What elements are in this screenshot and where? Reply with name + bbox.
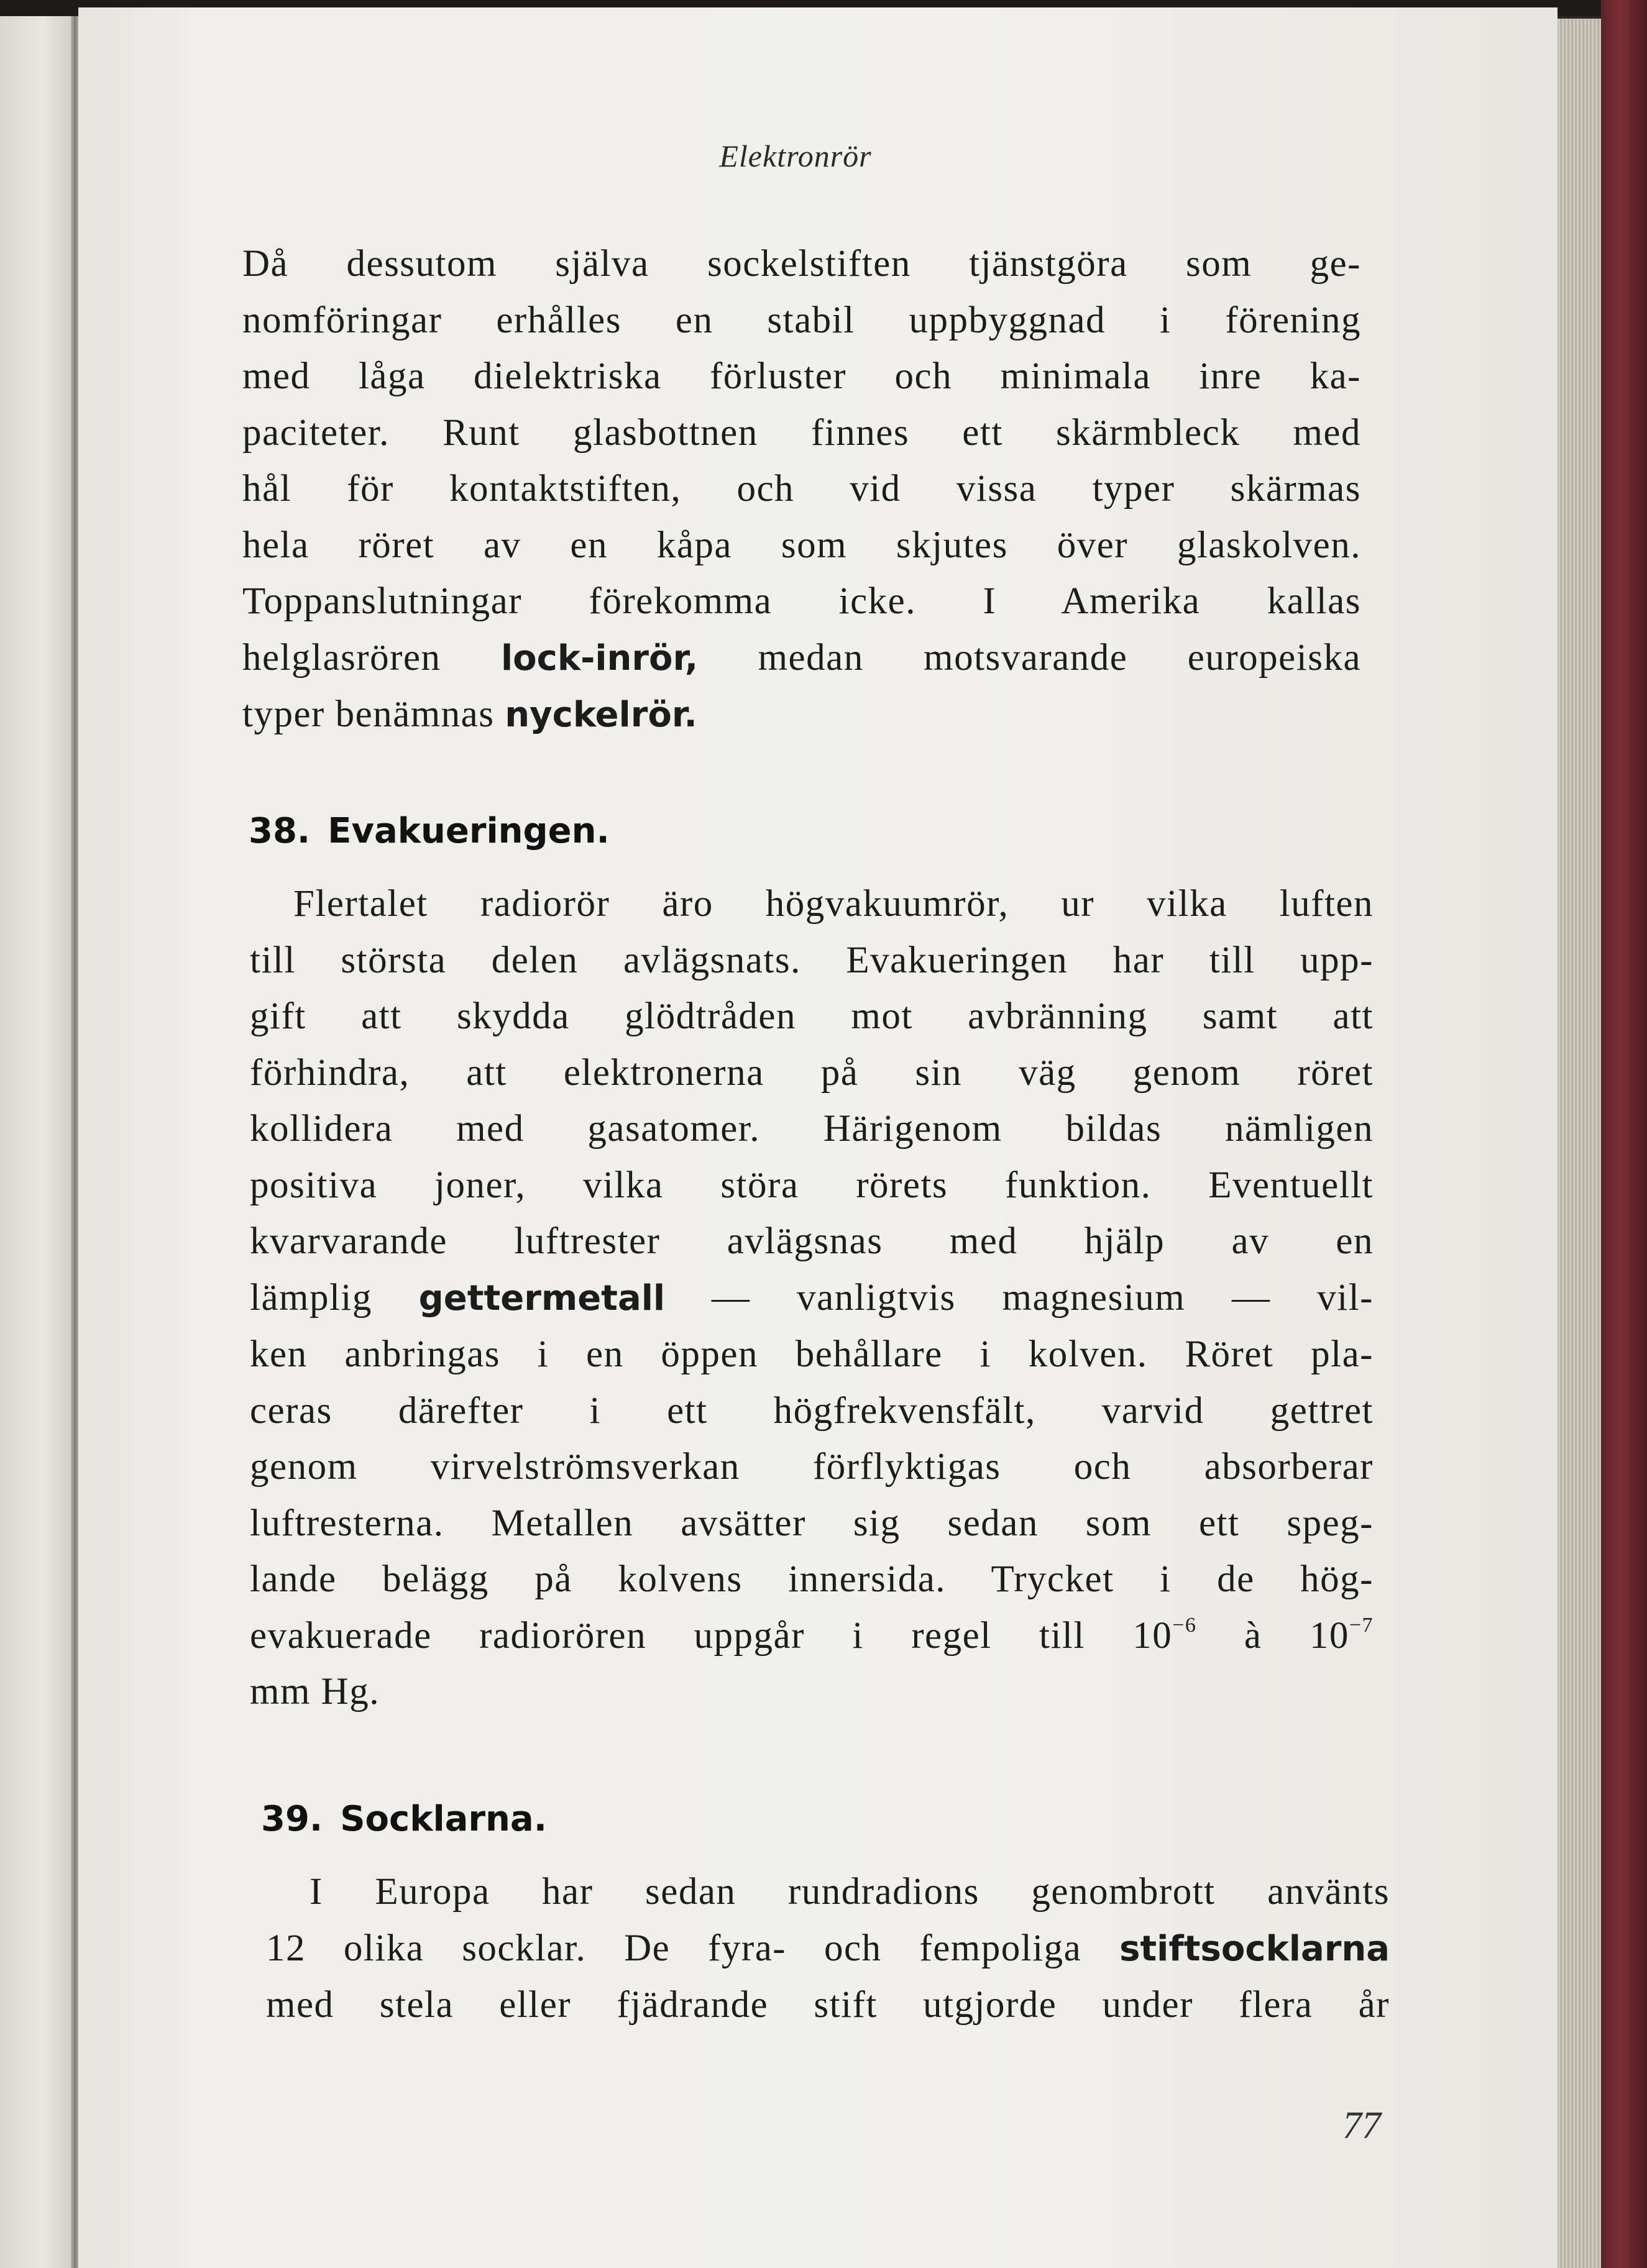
text-run: 12 olika socklar. De fyra- och fempoliga <box>266 1927 1082 1969</box>
exponent: −7 <box>1349 1613 1374 1637</box>
term-stiftsocklarna: stiftsocklarna <box>1119 1928 1390 1969</box>
text-line: hål för kontaktstiften, och vid vissa typer skärmas <box>242 468 1361 510</box>
facing-page-edge <box>0 16 76 2268</box>
text-line: Flertalet radiorör äro högvakuumrör, ur vilka luften <box>293 883 1374 925</box>
section-38-paragraph <box>250 876 1374 1721</box>
text-line: hela röret av en kåpa som skjutes över glaskolven. <box>242 524 1361 566</box>
section-title: Socklarna. <box>340 1799 547 1839</box>
running-header: Elektronrör <box>719 139 872 173</box>
text-line: ceras därefter i ett högfrekvensfält, varvid gettret <box>250 1389 1374 1432</box>
text-line: ken anbringas i en öppen behållare i kolven. Röret pla- <box>250 1333 1374 1375</box>
text-line: med stela eller fjädrande stift utgjorde under flera år <box>266 1984 1390 2026</box>
text-line: positiva joner, vilka störa rörets funktion. Eventuellt <box>250 1164 1374 1206</box>
term-nyckelror: nyckelrör. <box>505 695 697 735</box>
text-line: Då dessutom själva sockelstiften tjänstgöra som ge- <box>242 243 1361 285</box>
text-line <box>242 630 1361 687</box>
text-line: genom virvelströmsverkan förflyktigas och absorberar <box>250 1446 1374 1488</box>
intro-paragraph <box>242 236 1361 744</box>
text-run: à 10 <box>1244 1614 1349 1657</box>
section-title: Evakueringen. <box>328 811 610 851</box>
text-run: — vanligtvis magnesium — vil- <box>711 1276 1374 1319</box>
text-line: paciteter. Runt glasbottnen finnes ett skärmbleck med <box>242 411 1361 454</box>
term-gettermetall: gettermetall <box>418 1278 666 1319</box>
text-run: lämplig <box>250 1276 372 1319</box>
text-line: till största delen avlägsnats. Evakueringen har till upp- <box>250 939 1374 981</box>
text-line <box>250 1270 1374 1327</box>
text-line: mm Hg. <box>250 1671 380 1712</box>
text-line <box>250 1608 1374 1665</box>
text-line: med låga dielektriska förluster och minimala inre ka- <box>242 355 1361 397</box>
text-run: evakuerade radiorören uppgår i regel till 10 <box>250 1614 1173 1657</box>
page-number: 77 <box>1342 2105 1381 2147</box>
page-block-edge <box>1558 19 1601 2268</box>
text-line: luftresterna. Metallen avsätter sig sedan som ett speg- <box>250 1502 1374 1544</box>
text-line: gift att skydda glödtråden mot avbränning samt att <box>250 995 1374 1037</box>
text-line: förhindra, att elektronerna på sin väg genom röret <box>250 1051 1374 1094</box>
text-line <box>242 687 1361 744</box>
text-line: nomföringar erhålles en stabil uppbyggnad i förening <box>242 299 1361 341</box>
text-line: I Europa har sedan rundradions genombrott använts <box>310 1871 1390 1913</box>
section-39-paragraph <box>266 1864 1390 2034</box>
text-run: helglasrören <box>242 636 441 679</box>
exponent: −6 <box>1172 1613 1197 1637</box>
text-run: typer benämnas <box>242 693 495 735</box>
section-number: 39. <box>261 1799 323 1839</box>
text-line: kollidera med gasatomer. Härigenom bildas nämligen <box>250 1108 1374 1150</box>
book-cover-edge <box>1601 0 1647 2268</box>
text-run: medan motsvarande europeiska <box>758 636 1362 679</box>
section-heading-38 <box>249 811 610 851</box>
section-number: 38. <box>249 811 311 851</box>
term-lock-inror: lock-inrör, <box>500 638 699 679</box>
section-heading-39 <box>261 1799 547 1839</box>
text-line: kvarvarande luftrester avlägsnas med hjälp av en <box>250 1220 1374 1262</box>
text-line <box>266 1921 1390 1978</box>
text-line: lande belägg på kolvens innersida. Trycket i de hög- <box>250 1558 1374 1600</box>
text-line: Toppanslutningar förekomma icke. I Amerika kallas <box>242 580 1361 622</box>
